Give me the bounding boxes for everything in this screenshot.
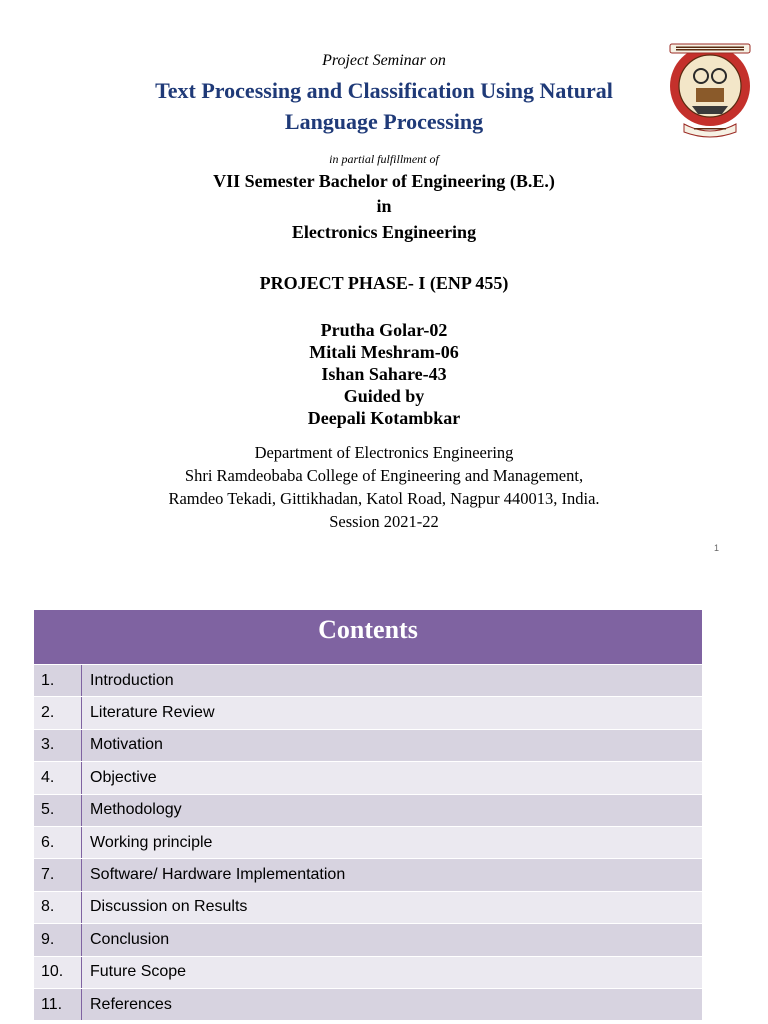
table-row [34, 891, 702, 923]
item-label: Future Scope [90, 963, 187, 981]
student-name: Prutha Golar-02 [320, 320, 448, 340]
item-number: 3. [34, 730, 82, 761]
item-number: 7. [34, 859, 82, 890]
student-name: Mitali Meshram-06 [309, 342, 459, 362]
item-number: 9. [34, 924, 82, 955]
table-row [34, 988, 702, 1020]
in-text: in [376, 196, 392, 216]
item-number: 6. [34, 827, 82, 858]
item-number: 4. [34, 762, 82, 793]
student-name: Ishan Sahare-43 [321, 364, 447, 384]
table-row [34, 956, 702, 988]
item-number: 1. [34, 665, 82, 696]
department-text: Department of Electronics Engineering [254, 443, 514, 462]
guided-by-label: Guided by [343, 386, 425, 406]
table-row [34, 826, 702, 858]
table-row [34, 664, 702, 696]
guide-name: Deepali Kotambkar [307, 408, 461, 428]
item-label: Objective [90, 768, 157, 786]
item-label: Literature Review [90, 704, 215, 722]
item-label: Motivation [90, 736, 163, 754]
seminar-label: Project Seminar on [322, 52, 446, 69]
item-label: Working principle [90, 833, 213, 851]
item-number: 8. [34, 892, 82, 923]
project-title-line2: Language Processing [284, 109, 484, 134]
item-number: 10. [34, 957, 82, 988]
table-row [34, 794, 702, 826]
item-label: Introduction [90, 671, 174, 689]
session-text: Session 2021-22 [329, 512, 439, 531]
table-row [34, 858, 702, 890]
project-title [100, 75, 668, 137]
contents-table [34, 610, 702, 1020]
item-label: Conclusion [90, 930, 170, 948]
college-text: Shri Ramdeobaba College of Engineering and Management, [184, 466, 584, 485]
contents-heading: Contents [34, 610, 702, 664]
table-row [34, 729, 702, 761]
phase-text: PROJECT PHASE- I (ENP 455) [259, 273, 509, 293]
item-label: Discussion on Results [90, 898, 248, 916]
item-number: 5. [34, 795, 82, 826]
item-label: Methodology [90, 801, 182, 819]
table-row [34, 923, 702, 955]
item-number: 2. [34, 697, 82, 728]
branch-text: Electronics Engineering [291, 222, 477, 242]
table-row [34, 761, 702, 793]
degree-text: VII Semester Bachelor of Engineering (B.E.) [213, 171, 555, 191]
item-number: 11. [34, 989, 82, 1020]
project-title-line1: Text Processing and Classification Using Natural [155, 78, 613, 103]
college-emblem-icon [662, 42, 758, 140]
address-text: Ramdeo Tekadi, Gittikhadan, Katol Road, Nagpur 440013, India. [168, 489, 600, 508]
fulfillment-label: in partial fulfillment of [329, 152, 439, 166]
page-number: 1 [714, 543, 720, 553]
table-row [34, 696, 702, 728]
item-label: References [90, 995, 172, 1013]
item-label: Software/ Hardware Implementation [90, 866, 346, 884]
